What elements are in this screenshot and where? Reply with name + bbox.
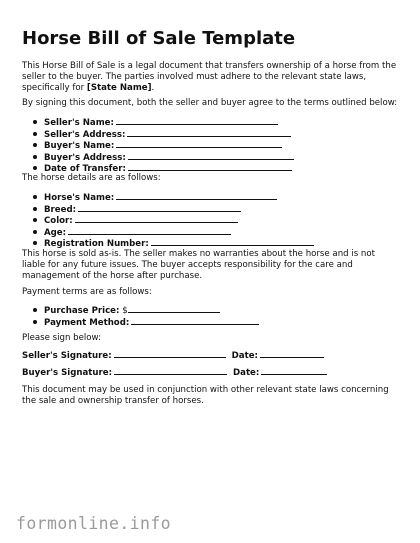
intro-text: This Horse Bill of Sale is a legal document that transfers ownership of a horse from the seller to the buyer. The parties involved must adhere to the relevant state laws, specifically for (22, 61, 397, 93)
field-label: Color: (44, 216, 73, 226)
list-item (30, 305, 259, 317)
seller-date-blank[interactable] (260, 350, 324, 358)
color-blank[interactable] (75, 215, 238, 223)
breed-blank[interactable] (78, 204, 241, 212)
document-title: Horse Bill of Sale Template (22, 28, 296, 49)
field-label: Purchase Price: (44, 306, 120, 316)
field-label: Horse's Name: (44, 193, 115, 203)
agreement-paragraph: By signing this document, both the seller and buyer agree to the terms outlined below: (22, 98, 398, 108)
buyer-date-label: Date: (233, 368, 260, 378)
list-item (30, 238, 314, 250)
list-item (30, 204, 314, 216)
currency-symbol: $ (122, 306, 128, 316)
list-item (30, 152, 294, 164)
closing-paragraph: This document may be used in conjunction with other relevant state laws concerning the sale and ownership transfer of horses. (22, 385, 389, 406)
horse-name-blank[interactable] (116, 192, 277, 200)
field-label: Registration Number: (44, 239, 149, 249)
horse-details-list (30, 192, 314, 250)
seller-address-blank[interactable] (127, 129, 291, 137)
date-of-transfer-blank[interactable] (128, 163, 292, 171)
list-item (30, 215, 314, 227)
seller-signature-row (22, 350, 324, 362)
site-watermark: formonline.info (16, 514, 172, 533)
list-item (30, 317, 259, 329)
purchase-price-blank[interactable] (128, 305, 220, 313)
buyer-date-blank[interactable] (261, 367, 327, 375)
payment-intro: Payment terms are as follows: (22, 287, 152, 297)
field-label: Payment Method: (44, 317, 130, 328)
horse-details-intro: The horse details are as follows: (22, 173, 161, 183)
parties-list (30, 117, 294, 175)
field-label: Buyer's Name: (44, 141, 115, 151)
sign-intro: Please sign below: (22, 333, 101, 343)
intro-paragraph (22, 61, 398, 94)
intro-end: . (151, 83, 155, 93)
seller-signature-blank[interactable] (114, 350, 226, 358)
field-label: Seller's Name: (44, 118, 114, 128)
buyer-signature-blank[interactable] (114, 367, 227, 375)
field-label: Age: (44, 227, 67, 238)
list-item (30, 129, 294, 141)
state-name-placeholder: [State Name] (86, 83, 152, 93)
seller-signature-label: Seller's Signature: (22, 351, 112, 361)
buyer-name-blank[interactable] (116, 140, 282, 148)
seller-name-blank[interactable] (116, 117, 278, 125)
field-label: Breed: (44, 204, 77, 215)
registration-number-blank[interactable] (151, 238, 314, 246)
field-label: Buyer's Address: (44, 152, 126, 163)
seller-date-label: Date: (231, 351, 258, 361)
list-item (30, 117, 294, 129)
buyer-signature-row (22, 367, 327, 379)
age-blank[interactable] (68, 227, 231, 235)
field-label: Seller's Address: (44, 129, 126, 140)
payment-list (30, 305, 259, 328)
list-item (30, 192, 314, 204)
field-label: Date of Transfer: (44, 164, 126, 174)
list-item (30, 140, 294, 152)
buyer-signature-label: Buyer's Signature: (22, 368, 113, 378)
buyer-address-blank[interactable] (128, 152, 294, 160)
as-is-paragraph: This horse is sold as-is. The seller makes no warranties about the horse and is not liable for any future issues. The buyer accepts responsibility for the care and management of the horse after purchase. (22, 249, 375, 281)
payment-method-blank[interactable] (131, 317, 259, 325)
list-item (30, 227, 314, 239)
